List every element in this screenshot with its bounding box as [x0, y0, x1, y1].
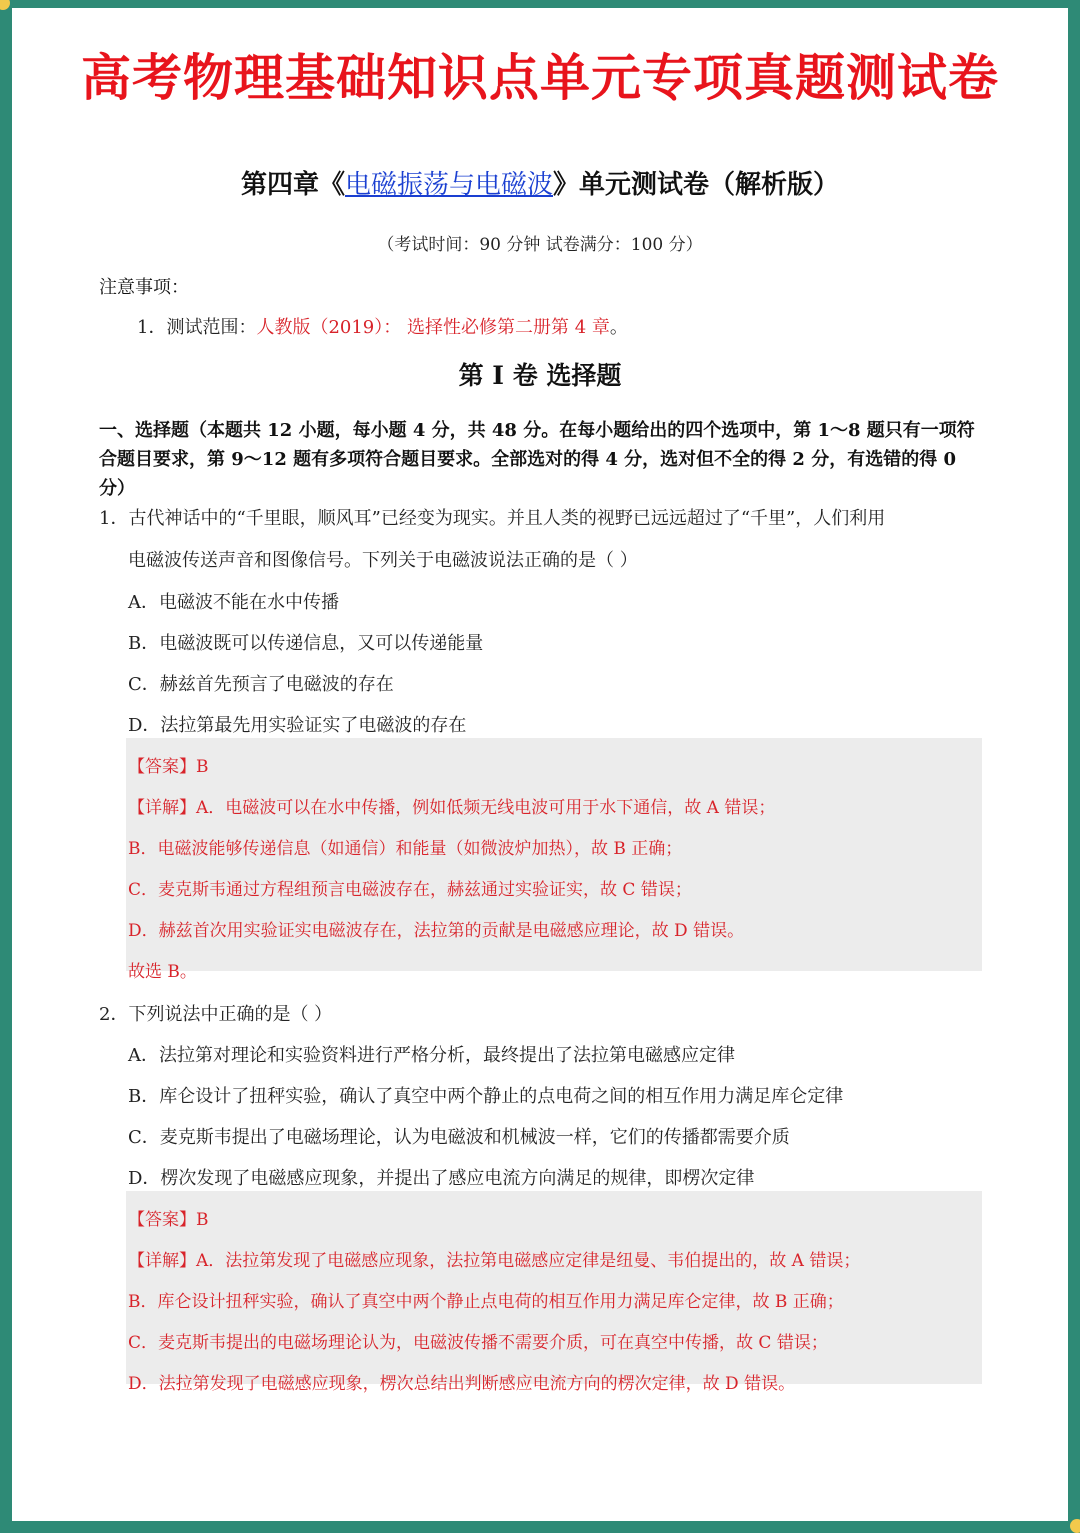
question-2-option-d: D．楞次发现了电磁感应现象，并提出了感应电流方向满足的规律，即楞次定律	[128, 1168, 755, 1189]
question-2-option-b: B．库仑设计了扭秤实验，确认了真空中两个静止的点电荷之间的相互作用力满足库仑定律	[128, 1086, 844, 1107]
chapter-title-prefix: 第四章《	[240, 170, 345, 200]
exam-info: （考试时间：90 分钟 试卷满分：100 分）	[377, 235, 703, 255]
corner-decoration	[0, 0, 10, 10]
question-1-stem-line2: 电磁波传送声音和图像信号。下列关于电磁波说法正确的是（ ）	[128, 550, 638, 571]
question-2-detail: C．麦克斯韦提出的电磁场理论认为，电磁波传播不需要介质，可在真空中传播，故 C 错误；	[128, 1333, 828, 1353]
chapter-title	[12, 164, 1068, 201]
question-1-detail: D．赫兹首次用实验证实电磁波存在，法拉第的贡献是电磁感应理论，故 D 错误。	[128, 921, 745, 941]
question-1-option-a: A．电磁波不能在水中传播	[128, 592, 339, 613]
question-2-detail: B．库仑设计扭秤实验，确认了真空中两个静止点电荷的相互作用力满足库仑定律，故 B 正确；	[128, 1292, 844, 1312]
notice-item-prefix: 1．测试范围：	[137, 317, 257, 338]
section-instructions: 一、选择题（本题共 12 小题，每小题 4 分，共 48 分。在每小题给出的四个选项中，第 1～8 题只有一项符合题目要求，第 9～12 题有多项符合题目要求。全部选对的得 4 分，选对但不全的得 2 分，有选错的得 0 分）	[99, 420, 975, 499]
question-2-option-c: C．麦克斯韦提出了电磁场理论，认为电磁波和机械波一样，它们的传播都需要介质	[128, 1127, 790, 1148]
corner-decoration	[1070, 1519, 1080, 1533]
question-1-answer-box	[126, 738, 982, 982]
question-1-detail: B．电磁波能够传递信息（如通信）和能量（如微波炉加热），故 B 正确；	[128, 839, 683, 859]
chapter-title-suffix: 》单元测试卷（解析版）	[553, 170, 840, 200]
question-2-answer: 【答案】B	[128, 1210, 209, 1230]
question-1-answer: 【答案】B	[128, 757, 209, 777]
notice-item	[137, 313, 628, 339]
question-2-option-a: A．法拉第对理论和实验资料进行严格分析，最终提出了法拉第电磁感应定律	[128, 1045, 735, 1066]
question-1-option-b: B．电磁波既可以传递信息，又可以传递能量	[128, 633, 484, 654]
question-1-detail: C．麦克斯韦通过方程组预言电磁波存在，赫兹通过实验证实，故 C 错误；	[128, 880, 692, 900]
notice-item-scope: 人教版（2019）： 选择性必修第二册第 4 章	[256, 317, 610, 338]
chapter-link[interactable]: 电磁振荡与电磁波	[344, 170, 553, 200]
question-2-stem-line1: 2．下列说法中正确的是（ ）	[99, 1004, 333, 1025]
banner-title: 高考物理基础知识点单元专项真题测试卷	[81, 49, 999, 107]
question-2-answer-box	[126, 1191, 982, 1394]
section-title: 第 I 卷 选择题	[458, 361, 622, 390]
notice-item-suffix: 。	[609, 317, 628, 338]
question-1-conclusion: 故选 B。	[128, 962, 197, 982]
notice-label: 注意事项：	[99, 277, 189, 298]
question-1-option-c: C．赫兹首先预言了电磁波的存在	[128, 674, 394, 695]
question-1-option-d: D．法拉第最先用实验证实了电磁波的存在	[128, 715, 467, 736]
document-page	[12, 8, 1068, 1521]
question-2-detail: 【详解】A．法拉第发现了电磁感应现象，法拉第电磁感应定律是纽曼、韦伯提出的，故 A 错误；	[128, 1251, 861, 1271]
question-2-detail: D．法拉第发现了电磁感应现象，楞次总结出判断感应电流方向的楞次定律，故 D 错误。	[128, 1374, 796, 1394]
question-1-stem-line1: 1．古代神话中的“千里眼，顺风耳”已经变为现实。并且人类的视野已远远超过了“千里”，人们利用	[99, 508, 886, 529]
question-1-detail: 【详解】A．电磁波可以在水中传播，例如低频无线电波可用于水下通信，故 A 错误；	[128, 798, 776, 818]
